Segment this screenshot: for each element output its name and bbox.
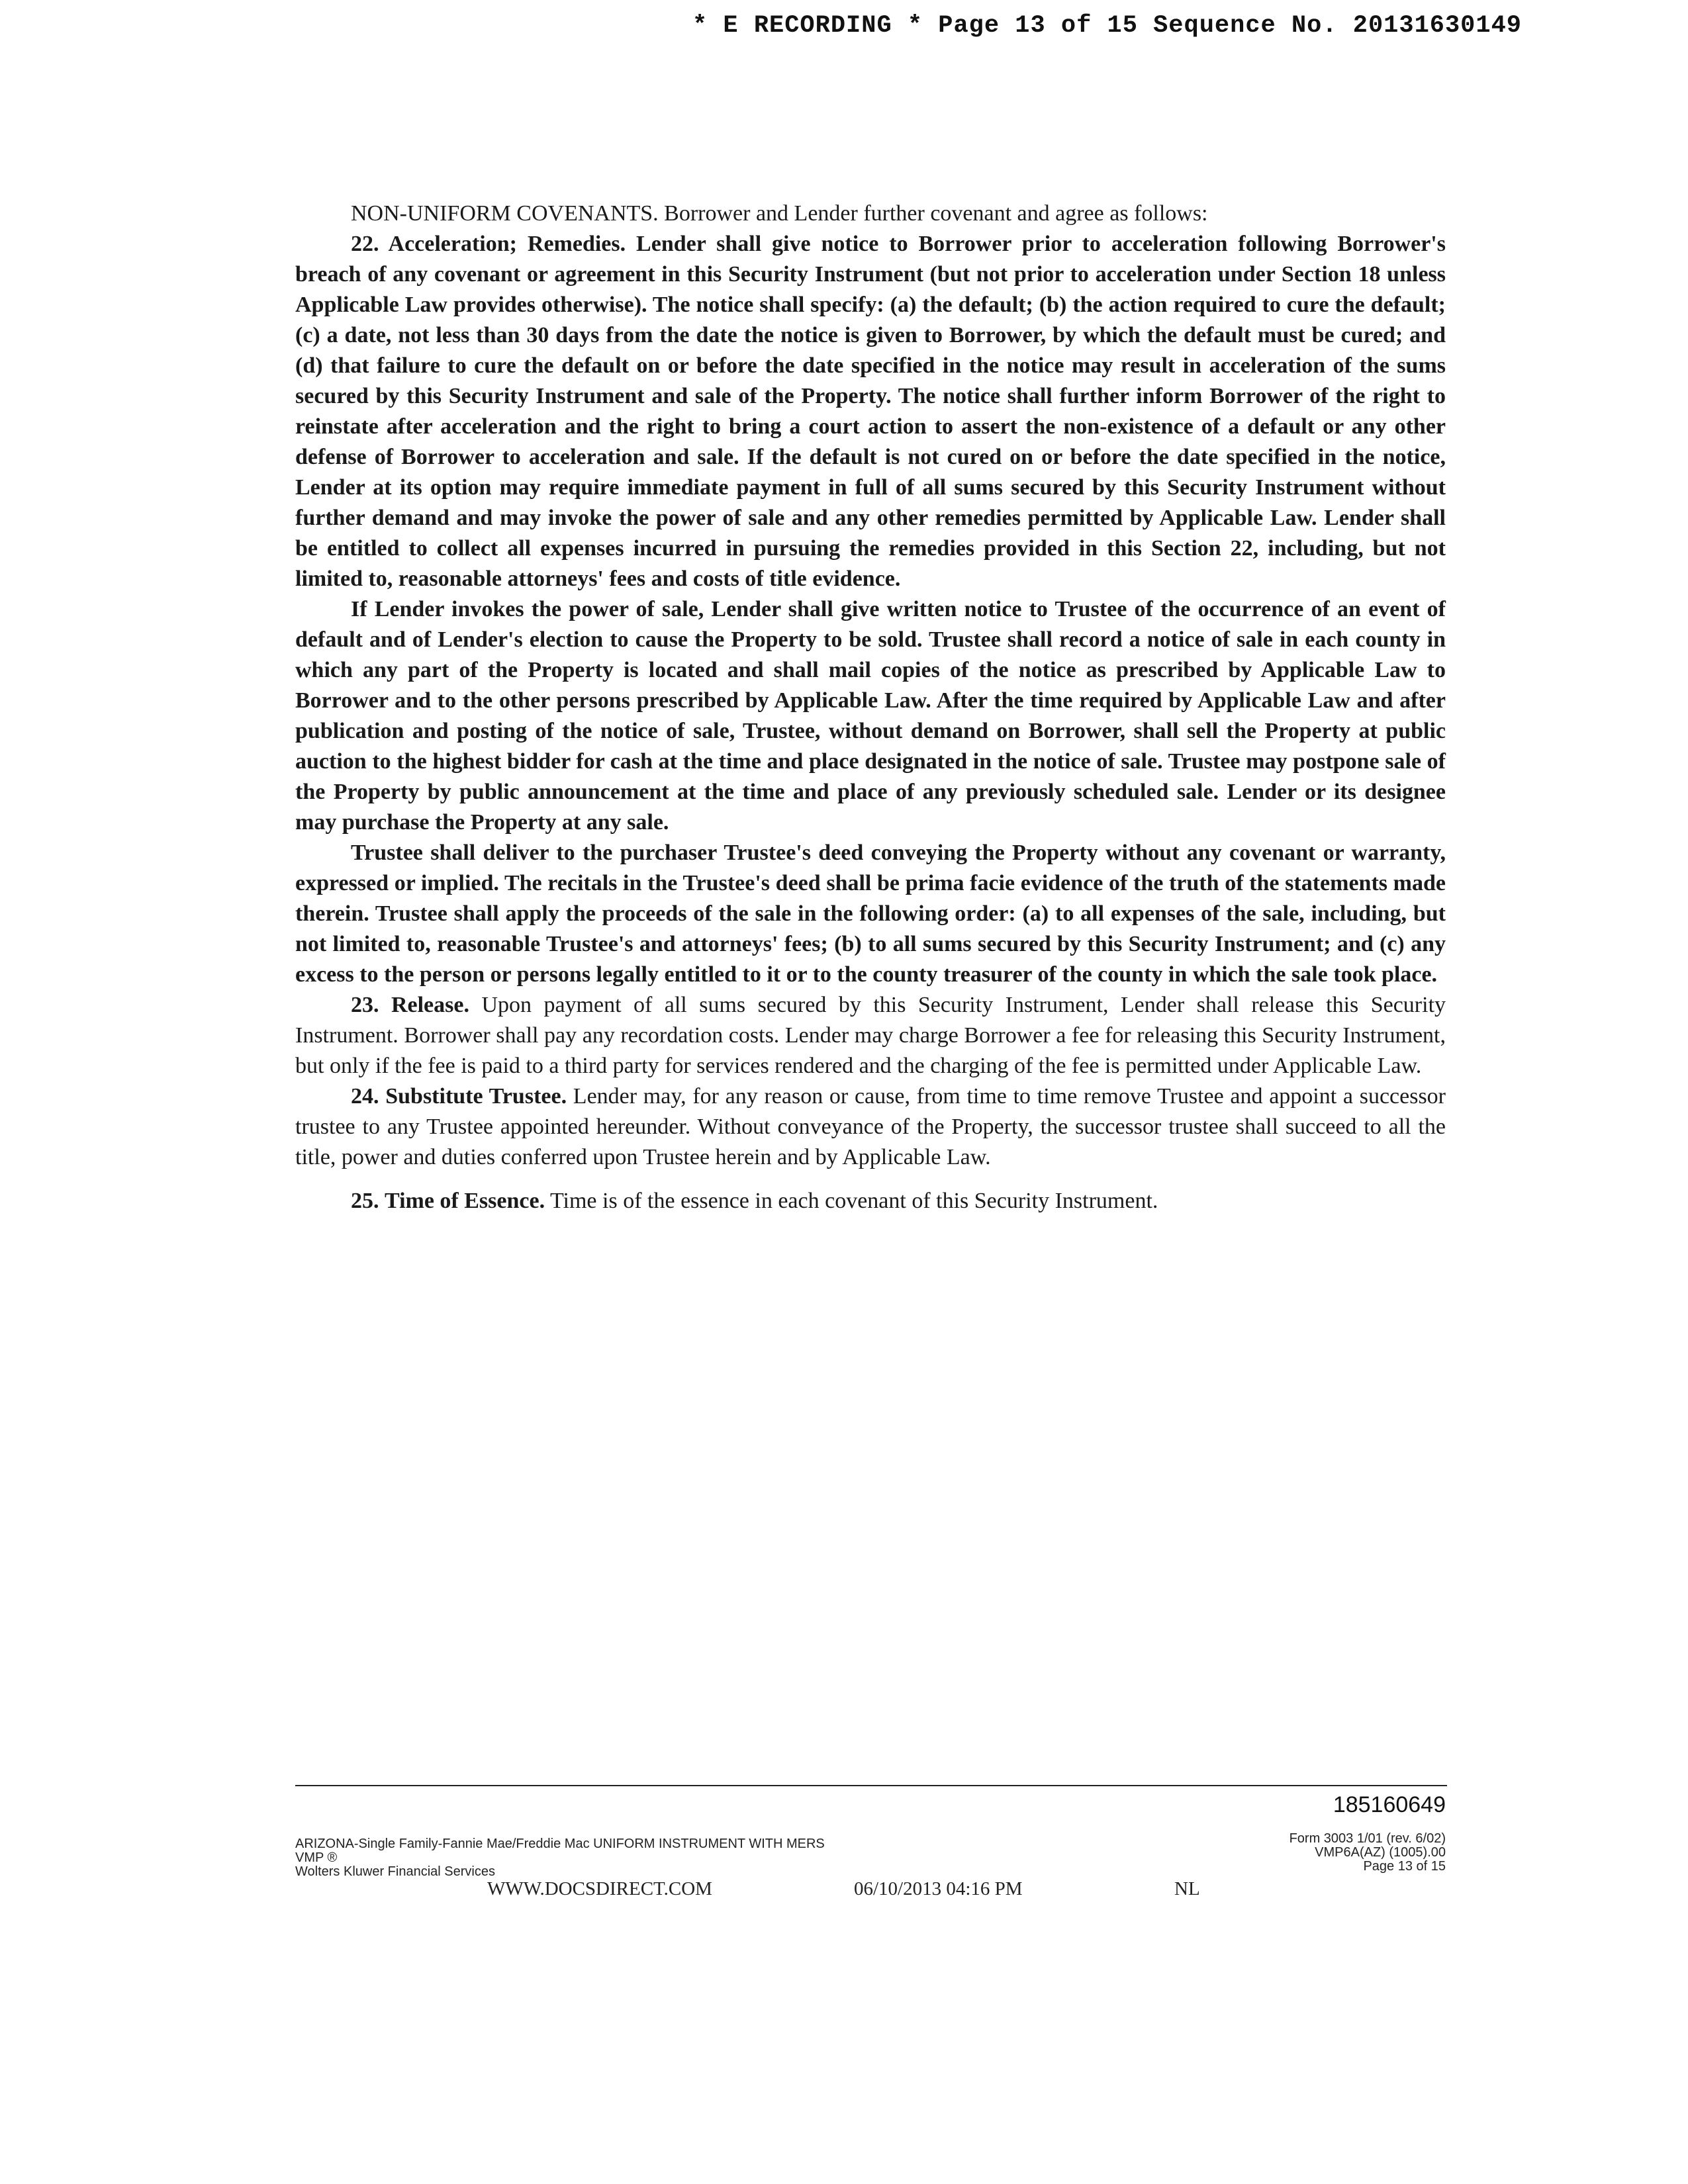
vmp-mark: VMP ® <box>295 1850 338 1865</box>
footer-datetime: 06/10/2013 04:16 PM <box>854 1878 1023 1899</box>
section-24-text: Lender may, for any reason or cause, from time to time remove Trustee and appoint a successor trustee to any Trustee appointed hereunder. Without conveyance of the Property, the successor trustee shall succeed to all the title, power and duties conferred upon Trustee herein and by Applicable Law. <box>295 1084 1446 1169</box>
section-22-paragraph-1 <box>295 229 1446 594</box>
footer-form-codes <box>1178 1832 1446 1874</box>
section-22-number: 22. <box>351 232 379 256</box>
section-25-paragraph <box>295 1186 1446 1216</box>
section-24-heading: Substitute Trustee. <box>385 1084 567 1109</box>
section-22-text: Lender shall give notice to Borrower prior to acceleration following Borrower's breach of any covenant or agreement in this Security Instrument (but not prior to acceleration under Section 18 unless Applicable Law provides otherwise). The notice shall specify: (a) the default; (b) the action required to cure the default; (c) a date, not less than 30 days from the date the notice is given to Borrower, by which the default must be cured; and (d) that failure to cure the default on or before the date specified in the notice may result in acceleration of the sums secured by this Security Instrument and sale of the Property. The notice shall further inform Borrower of the right to reinstate after acceleration and the right to bring a court action to assert the non-existence of a default or any other defense of Borrower to acceleration and sale. If the default is not cured on or before the date specified in the notice, Lender at its option may require immediate payment in full of all sums secured by this Security Instrument without further demand and may invoke the power of sale and any other remedies permitted by Applicable Law. Lender shall be entitled to collect all expenses incurred in pursuing the remedies provided in this Section 22, including, but not limited to, reasonable attorneys' fees and costs of title evidence. <box>295 232 1446 591</box>
loan-number: 185160649 <box>1333 1792 1446 1817</box>
recording-header: * E RECORDING * Page 13 of 15 Sequence No. 20131630149 <box>692 12 1522 40</box>
section-22-paragraph-2: If Lender invokes the power of sale, Lender shall give written notice to Trustee of the occurrence of an event of default and of Lender's election to cause the Property to be sold. Trustee shall record a notice of sale in each county in which any part of the Property is located and shall mail copies of the notice as prescribed by Applicable Law to Borrower and to the other persons prescribed by Applicable Law. After the time required by Applicable Law and after publication and posting of the notice of sale, Trustee, without demand on Borrower, shall sell the Property at public auction to the highest bidder for cash at the time and place designated in the notice of sale. Trustee may postpone sale of the Property by public announcement at the time and place of any previously scheduled sale. Lender or its designee may purchase the Property at any sale. <box>295 597 1446 835</box>
section-25-heading: Time of Essence. <box>385 1189 545 1213</box>
section-23-number: 23. <box>351 993 379 1017</box>
covenants-intro: NON-UNIFORM COVENANTS. Borrower and Lender further covenant and agree as follows: <box>351 201 1208 226</box>
form-title: ARIZONA-Single Family-Fannie Mae/Freddie Mac UNIFORM INSTRUMENT WITH MERS <box>295 1837 825 1851</box>
section-22-paragraph-3: Trustee shall deliver to the purchaser Trustee's deed conveying the Property without any covenant or warranty, expressed or implied. The recitals in the Trustee's deed shall be prima facie evidence of the truth of the statements made therein. Trustee shall apply the proceeds of the sale in the following order: (a) to all expenses of the sale, including, but not limited to, reasonable Trustee's and attorneys' fees; (b) to all sums secured by this Security Instrument; and (c) any excess to the person or persons legally entitled to it or to the county treasurer of the county in which the sale took place. <box>295 841 1446 987</box>
footer-form-info <box>295 1837 825 1879</box>
section-23-heading: Release. <box>391 993 469 1017</box>
section-25-number: 25. <box>351 1189 379 1213</box>
footer-divider <box>295 1785 1447 1786</box>
publisher: Wolters Kluwer Financial Services <box>295 1864 495 1879</box>
section-24-paragraph <box>295 1081 1446 1173</box>
form-code: VMP6A(AZ) (1005).00 <box>1315 1845 1446 1860</box>
form-number: Form 3003 1/01 (rev. 6/02) <box>1289 1831 1446 1846</box>
section-23-paragraph <box>295 990 1446 1081</box>
section-23-text: Upon payment of all sums secured by this Security Instrument, Lender shall release this Security Instrument. Borrower shall pay any recordation costs. Lender may charge Borrower a fee for releasing this Security Instrument, but only if the fee is paid to a third party for services rendered and the charging of the fee is permitted under Applicable Law. <box>295 993 1446 1078</box>
footer-website: WWW.DOCSDIRECT.COM <box>487 1878 712 1899</box>
page-number: Page 13 of 15 <box>1363 1859 1446 1874</box>
section-25-text: Time is of the essence in each covenant of this Security Instrument. <box>549 1189 1158 1213</box>
section-22-heading: Acceleration; Remedies. <box>388 232 626 256</box>
covenants-body <box>295 199 1446 1216</box>
section-24-number: 24. <box>351 1084 379 1109</box>
footer-initials: NL <box>1174 1878 1200 1899</box>
